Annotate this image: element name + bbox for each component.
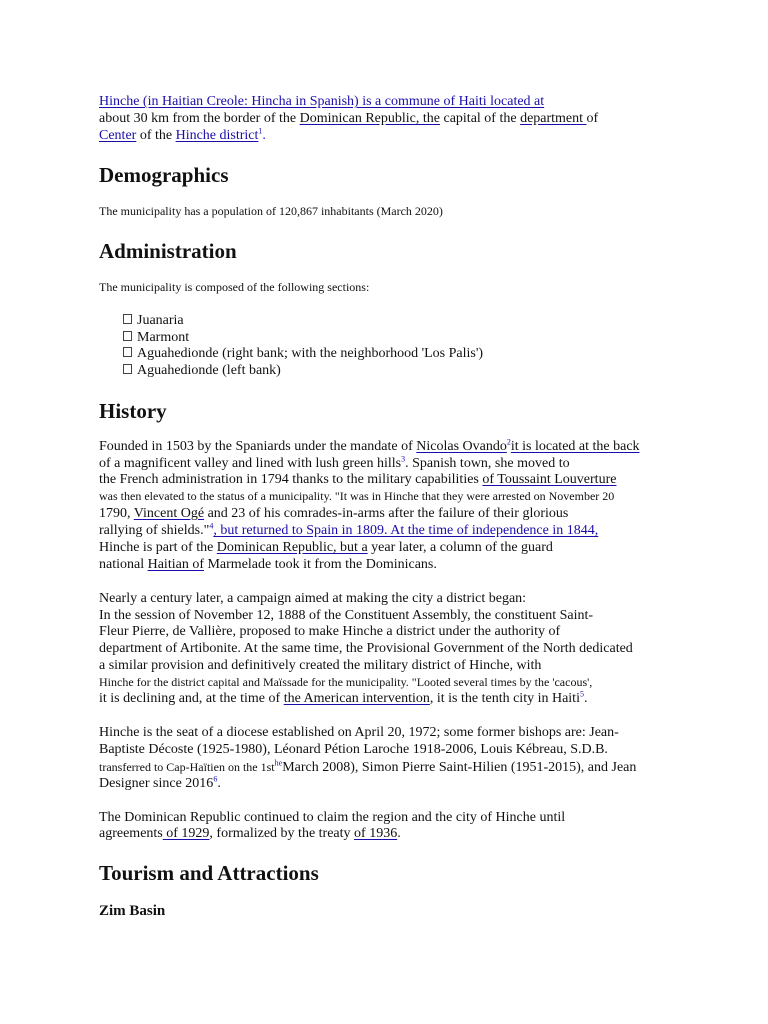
footnote-3[interactable]: 3 bbox=[401, 454, 406, 464]
history-line: The Dominican Republic continued to claim the region and the city of Hinche until bbox=[99, 810, 566, 825]
footnote-1[interactable]: 1 bbox=[258, 126, 263, 136]
history-line: Hinche is part of the Dominican Republic, but a year later, a column of the guard bbox=[99, 540, 553, 555]
link-department[interactable]: department bbox=[520, 111, 587, 126]
history-line: 1790, Vincent Ogé and 23 of his comrades-in-arms after the failure of their glorious bbox=[99, 506, 569, 521]
history-line: In the session of November 12, 1888 of the Constituent Assembly, the constituent Saint- bbox=[99, 608, 594, 623]
heading-tourism: Tourism and Attractions bbox=[99, 861, 319, 885]
intro-line-2: about 30 km from the border of the Dominican Republic, the capital of the department of bbox=[99, 111, 599, 126]
list-item: Marmont bbox=[123, 330, 483, 347]
list-item: Aguahedionde (right bank; with the neighborhood 'Los Palis') bbox=[123, 346, 483, 363]
footnote-2[interactable]: 2 bbox=[506, 437, 511, 447]
footnote-4[interactable]: 4 bbox=[209, 521, 214, 531]
history-line: agreements of 1929, formalized by the treaty of 1936. bbox=[99, 826, 401, 841]
bullet-box-icon bbox=[123, 364, 132, 374]
heading-administration: Administration bbox=[99, 239, 237, 263]
history-line: transferred to Cap-Haïtien on the $1st^{he}March$ 2008), Simon Pierre Saint-Hilien (1951-2015), and Jean bbox=[99, 758, 637, 775]
link-1929[interactable]: of 1929 bbox=[162, 826, 210, 841]
bullet-box-icon bbox=[123, 331, 132, 341]
sections-list bbox=[123, 313, 483, 379]
link-nicolas-ovando[interactable]: Nicolas Ovando bbox=[416, 439, 507, 454]
link-1936[interactable]: of 1936 bbox=[354, 826, 398, 841]
history-line: Hinche for the district capital and Maïssade for the municipality. "Looted several times by the 'cacous', bbox=[99, 675, 593, 689]
list-item: Aguahedionde (left bank) bbox=[123, 363, 483, 380]
history-line: rallying of shields."$^4$, but returned to Spain in 1809. At the time of independence in 1844, bbox=[99, 521, 599, 538]
link-haitian[interactable]: Haitian of bbox=[147, 557, 204, 572]
history-line: Baptiste Décoste (1925-1980), Léonard Pétion Laroche 1918-2006, Louis Kébreau, S.D.B. bbox=[99, 742, 608, 757]
link-dominican-republic-2[interactable]: Dominican Republic, but a bbox=[216, 540, 368, 555]
history-line: of a magnificent valley and lined with lush green hills$^3$. Spanish town, she moved to bbox=[99, 454, 570, 471]
link-center[interactable]: Center bbox=[99, 128, 137, 143]
history-line: a similar provision and definitively created the military district of Hinche, with bbox=[99, 658, 542, 673]
list-item: Juanaria bbox=[123, 313, 483, 330]
link-american-intervention[interactable]: the American intervention bbox=[283, 691, 430, 706]
bullet-box-icon bbox=[123, 314, 132, 324]
history-line: Founded in 1503 by the Spaniards under the mandate of Nicolas Ovando$^2$it is located at the back bbox=[99, 437, 640, 454]
link-vincent-oge[interactable]: Vincent Ogé bbox=[133, 506, 205, 521]
footnote-6[interactable]: 6 bbox=[213, 774, 218, 784]
history-line: the French administration in 1794 thanks to the military capabilities of Toussaint Louverture bbox=[99, 472, 617, 487]
history-line: Designer since 2016$^6$. bbox=[99, 774, 221, 791]
link-dominican-republic[interactable]: Dominican Republic, the bbox=[299, 111, 440, 126]
history-line: Nearly a century later, a campaign aimed at making the city a district began: bbox=[99, 591, 527, 606]
superscript: he bbox=[274, 758, 283, 768]
heading-history: History bbox=[99, 399, 167, 423]
bullet-box-icon bbox=[123, 347, 132, 357]
history-line: department of Artibonite. At the same time, the Provisional Government of the North dedicated bbox=[99, 641, 633, 656]
demographics-text: The municipality has a population of 120,867 inhabitants (March 2020) bbox=[99, 204, 443, 218]
footnote-5[interactable]: 5 bbox=[579, 689, 584, 699]
intro-line-3: Center of the Hinche district$^1$. bbox=[99, 126, 266, 143]
history-line: Hinche is the seat of a diocese established on April 20, 1972; some former bishops are: Jean- bbox=[99, 725, 619, 740]
administration-text: The municipality is composed of the following sections: bbox=[99, 280, 370, 294]
intro-line-1[interactable]: Hinche (in Haitian Creole: Hincha in Spanish) is a commune of Haiti located at bbox=[99, 94, 545, 109]
link-toussaint-louverture[interactable]: of Toussaint Louverture bbox=[482, 472, 617, 487]
history-line: was then elevated to the status of a municipality. "It was in Hinche that they were arrested on November 20 bbox=[99, 489, 615, 503]
history-line: national Haitian of Marmelade took it from the Dominicans. bbox=[99, 557, 437, 572]
history-line: Fleur Pierre, de Vallière, proposed to make Hinche a district under the authority of bbox=[99, 624, 561, 639]
link-hinche-district[interactable]: Hinche district bbox=[175, 128, 259, 143]
subheading-zim-basin: Zim Basin bbox=[99, 903, 166, 919]
history-line: it is declining and, at the time of the American intervention, it is the tenth city in Haiti$^5$. bbox=[99, 689, 588, 706]
heading-demographics: Demographics bbox=[99, 163, 229, 187]
link-returned-to-spain[interactable]: , but returned to Spain in 1809. At the time of independence in 1844, bbox=[213, 523, 599, 538]
